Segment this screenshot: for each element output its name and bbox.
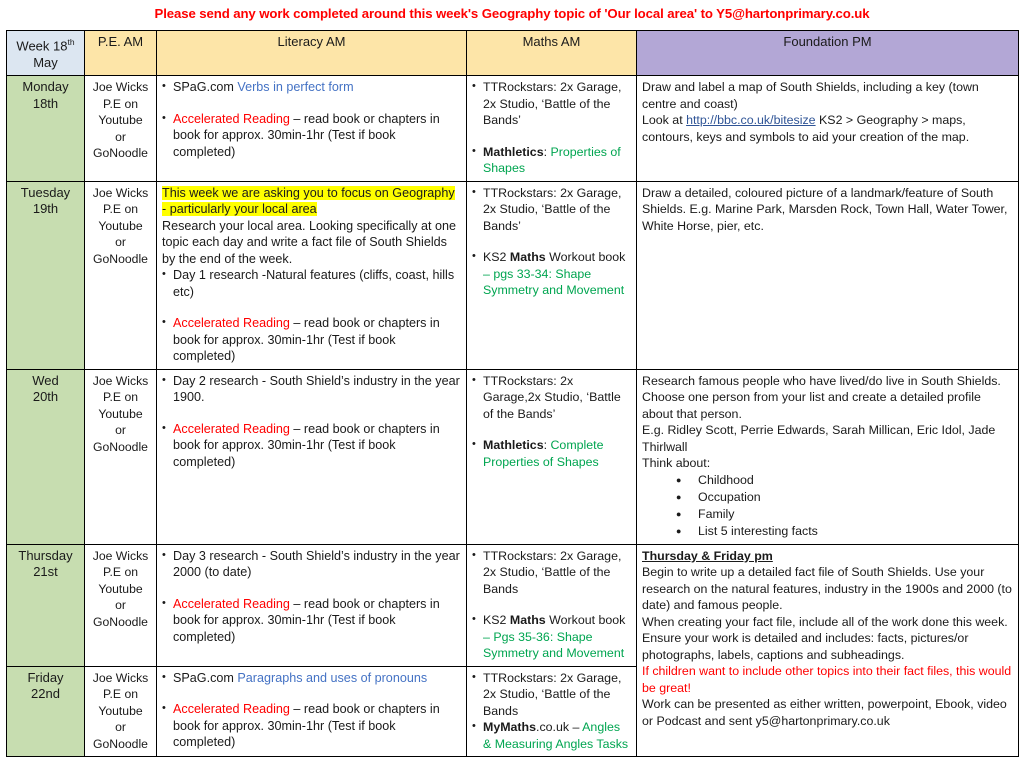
maths-topic: – pgs 33-34: Shape Symmetry and Movement — [483, 266, 625, 298]
accelerated-reading-text: – read book or chapters in book for approx. 30min-1hr (Test if book completed) — [173, 702, 440, 750]
list-item: ● Childhood — [676, 472, 1013, 489]
pe-line: Joe Wicks — [92, 373, 149, 388]
day-date: 20th — [32, 389, 59, 405]
literacy-task-list — [162, 373, 461, 471]
accelerated-reading-label: Accelerated Reading — [173, 702, 290, 717]
literacy-task-list — [162, 79, 461, 160]
maths-topic: Angles & Measuring Angles Tasks — [483, 720, 629, 751]
column-header-foundation: Foundation PM — [637, 31, 1019, 76]
accelerated-reading-label: Accelerated Reading — [173, 596, 290, 611]
foundation-heading-text: Thursday & Friday pm — [642, 548, 773, 563]
literacy-task-research: • Day 2 research - South Shield’s industry in the year 1900. — [162, 373, 461, 406]
pe-line: Joe Wicks — [92, 80, 149, 95]
list-item: ● List 5 interesting facts — [676, 523, 1013, 540]
maths-topic: Properties of Shapes — [483, 144, 621, 176]
foundation-paragraph-red: If children want to include other topics into their fact files, this would be great! — [642, 664, 1012, 695]
notice-banner: Please send any work completed around this week's Geography topic of 'Our local area' to Y5@hartonprimary.co.uk — [154, 6, 870, 21]
maths-task-list — [472, 548, 631, 662]
foundation-think-about: Think about: — [642, 456, 711, 471]
maths-prefix: KS2 — [483, 250, 510, 265]
column-header-literacy: Literacy AM — [157, 31, 467, 76]
literacy-task-spag — [162, 670, 461, 687]
accelerated-reading-text: – read book or chapters in book for approx. 30min-1hr (Test if book completed) — [173, 111, 440, 159]
pe-line: P.E on — [102, 565, 138, 580]
maths-task-list — [472, 670, 631, 753]
table-row — [7, 369, 1019, 544]
table-row — [7, 76, 1019, 182]
maths-suffix: Workout book — [545, 613, 626, 628]
maths-cell-monday — [467, 76, 637, 182]
maths-task-secondary — [472, 249, 631, 299]
literacy-cell-wednesday — [157, 369, 467, 544]
day-date: 19th — [32, 201, 59, 217]
maths-task-secondary — [472, 144, 631, 177]
maths-task-ttrockstars: • TTRockstars: 2x Garage, 2x Studio, ‘Battle of the Bands — [472, 548, 631, 598]
pe-line: or — [115, 129, 126, 144]
maths-task-ttrockstars: • TTRockstars: 2x Garage, 2x Studio, ‘Battle of the Bands’ — [472, 79, 631, 129]
pe-line: Youtube — [98, 581, 143, 596]
foundation-line-with-link — [642, 112, 1013, 145]
pe-line: P.E on — [102, 687, 138, 702]
pe-cell-monday — [85, 76, 157, 182]
column-header-pe: P.E. AM — [85, 31, 157, 76]
pe-line: Youtube — [98, 406, 143, 421]
literacy-highlighted-note — [162, 185, 461, 218]
maths-cell-thursday — [467, 544, 637, 666]
table-header-row — [7, 31, 1019, 76]
accelerated-reading-text: – read book or chapters in book for approx. 30min-1hr (Test if book completed) — [173, 316, 440, 364]
maths-task-secondary — [472, 437, 631, 470]
day-cell-friday — [7, 666, 85, 757]
pe-cell-thursday — [85, 544, 157, 666]
day-cell-wednesday — [7, 369, 85, 544]
accelerated-reading-text: – read book or chapters in book for approx. 30min-1hr (Test if book completed) — [173, 596, 440, 644]
maths-suffix: Workout book — [545, 250, 626, 265]
day-date: 22nd — [31, 686, 60, 702]
pe-line: P.E on — [102, 390, 138, 405]
maths-separator: : — [543, 144, 551, 159]
maths-separator: : — [543, 438, 551, 453]
maths-task-secondary — [472, 719, 631, 752]
day-name: Monday — [22, 79, 69, 95]
maths-task-list — [472, 79, 631, 177]
foundation-cell-thursday-friday — [637, 544, 1019, 757]
day-name: Wed — [32, 372, 59, 388]
pe-cell-friday — [85, 666, 157, 757]
list-item: ● Family — [676, 506, 1013, 523]
literacy-task-research: • Day 3 research - South Shield’s industry in the year 2000 (to date) — [162, 548, 461, 581]
week-month: May — [33, 54, 58, 70]
day-cell-thursday — [7, 544, 85, 666]
week-label: Week 18 — [16, 38, 68, 54]
literacy-task-research: • Day 1 research -Natural features (cliffs, coast, hills etc) — [162, 267, 461, 300]
table-row — [7, 181, 1019, 369]
weekly-timetable — [6, 30, 1019, 757]
pe-line: or — [115, 598, 126, 613]
accelerated-reading-text: – read book or chapters in book for approx. 30min-1hr (Test if book completed) — [173, 421, 440, 469]
maths-task-list — [472, 373, 631, 471]
day-cell-tuesday — [7, 181, 85, 369]
foundation-paragraph-1: Begin to write up a detailed fact file of South Shields. Use your research on the natural features, industry in the 1900s and 2000 (to date) and famous people. — [642, 565, 1012, 613]
maths-platform-name: Mathletics — [483, 438, 544, 453]
foundation-heading — [642, 548, 1013, 565]
literacy-task-accelerated-reading — [162, 421, 461, 471]
pe-cell-wednesday — [85, 369, 157, 544]
maths-task-ttrockstars: • TTRockstars: 2x Garage, 2x Studio, ‘Battle of the Bands’ — [472, 185, 631, 235]
maths-task-list — [472, 185, 631, 299]
spag-link[interactable]: Paragraphs and uses of pronouns — [237, 670, 428, 685]
highlight-text: This week we are asking you to focus on Geography - particularly your local area — [162, 185, 455, 217]
literacy-task-list — [162, 267, 461, 365]
foundation-paragraph-4: Work can be presented as either written, powerpoint, Ebook, video or Podcast and sent y5@hartonprimary.co.uk — [642, 697, 1007, 728]
pe-line: Joe Wicks — [92, 548, 149, 563]
literacy-task-accelerated-reading — [162, 111, 461, 161]
pe-line: GoNoodle — [93, 614, 148, 629]
maths-task-secondary — [472, 612, 631, 662]
foundation-link-prefix: Look at — [642, 113, 687, 128]
foundation-cell-wednesday — [637, 369, 1019, 544]
maths-task-ttrockstars: • TTRockstars: 2x Garage,2x Studio, ‘Battle of the Bands’ — [472, 373, 631, 423]
maths-cell-tuesday — [467, 181, 637, 369]
day-cell-monday — [7, 76, 85, 182]
pe-line: Joe Wicks — [92, 185, 149, 200]
literacy-cell-tuesday — [157, 181, 467, 369]
maths-platform-name: Maths — [509, 250, 546, 265]
day-name: Tuesday — [20, 184, 71, 200]
accelerated-reading-label: Accelerated Reading — [173, 421, 290, 436]
week-ordinal-suffix: th — [67, 37, 75, 47]
day-name: Friday — [27, 669, 64, 685]
maths-platform-name: Mathletics — [483, 144, 544, 159]
table-row — [7, 544, 1019, 666]
maths-task-ttrockstars: • TTRockstars: 2x Garage, 2x Studio, ‘Battle of the Bands — [472, 670, 631, 720]
pe-line: or — [115, 423, 126, 438]
maths-platform-name: Maths — [509, 613, 546, 628]
maths-topic: Complete Properties of Shapes — [483, 438, 604, 469]
pe-line: GoNoodle — [93, 251, 148, 266]
foundation-line: Draw and label a map of South Shields, including a key (town centre and coast) — [642, 80, 979, 111]
column-header-maths: Maths AM — [467, 31, 637, 76]
literacy-task-accelerated-reading — [162, 701, 461, 751]
maths-prefix: KS2 — [483, 613, 510, 628]
literacy-task-spag — [162, 79, 461, 96]
foundation-link-suffix: KS2 > Geography > maps, contours, keys and symbols to aid your creation of the map. — [642, 113, 970, 144]
literacy-task-accelerated-reading — [162, 596, 461, 646]
pe-line: Joe Wicks — [92, 670, 149, 685]
literacy-task-list — [162, 670, 461, 751]
column-header-week — [7, 31, 85, 76]
literacy-cell-monday — [157, 76, 467, 182]
literacy-paragraph: Research your local area. Looking specifically at one topic each day and write a fact file of South Shields by the end of the week. — [162, 218, 457, 266]
pe-line: Youtube — [98, 113, 143, 128]
literacy-task-accelerated-reading — [162, 315, 461, 365]
foundation-cell-monday — [637, 76, 1019, 182]
pe-line: GoNoodle — [93, 439, 148, 454]
spag-prefix: SPaG.com — [173, 670, 238, 685]
pe-line: Youtube — [98, 218, 143, 233]
foundation-line: Research famous people who have lived/do live in South Shields. Choose one person from your list and create a detailed profile about that person. — [642, 373, 1001, 421]
maths-platform-name: MyMaths — [483, 720, 537, 735]
literacy-cell-friday — [157, 666, 467, 757]
maths-suffix: .co.uk – — [536, 720, 583, 735]
pe-line: or — [115, 720, 126, 735]
foundation-paragraph-2: When creating your fact file, include all of the work done this week. Ensure your work is detailed and includes: facts, pictures/or photographs, labels, captions and subheadings. — [642, 614, 1008, 662]
accelerated-reading-label: Accelerated Reading — [173, 111, 290, 126]
spag-prefix: SPaG.com — [173, 80, 238, 95]
pe-line: or — [115, 235, 126, 250]
pe-line: P.E on — [102, 202, 138, 217]
day-name: Thursday — [18, 547, 73, 563]
bitesize-link[interactable]: http://bbc.co.uk/bitesize — [686, 113, 816, 128]
foundation-cell-tuesday — [637, 181, 1019, 369]
accelerated-reading-label: Accelerated Reading — [173, 316, 290, 331]
maths-topic: – Pgs 35-36: Shape Symmetry and Movement — [483, 629, 625, 661]
pe-cell-tuesday — [85, 181, 157, 369]
maths-cell-wednesday — [467, 369, 637, 544]
maths-cell-friday — [467, 666, 637, 757]
day-date: 18th — [32, 95, 59, 111]
pe-line: P.E on — [102, 96, 138, 111]
spag-link[interactable]: Verbs in perfect form — [237, 80, 354, 95]
list-item: ● Occupation — [676, 489, 1013, 506]
literacy-cell-thursday — [157, 544, 467, 666]
foundation-examples: E.g. Ridley Scott, Perrie Edwards, Sarah Millican, Eric Idol, Jade Thirlwall — [642, 423, 996, 454]
pe-line: GoNoodle — [93, 146, 148, 161]
day-date: 21st — [33, 564, 58, 580]
foundation-line: Draw a detailed, coloured picture of a landmark/feature of South Shields. E.g. Marine Park, Marsden Rock, Town Hall, Water Tower, White Horse, pier, etc. — [642, 185, 1008, 233]
foundation-bullet-list — [642, 472, 1013, 540]
literacy-task-list — [162, 548, 461, 646]
pe-line: GoNoodle — [93, 736, 148, 751]
pe-line: Youtube — [98, 703, 143, 718]
